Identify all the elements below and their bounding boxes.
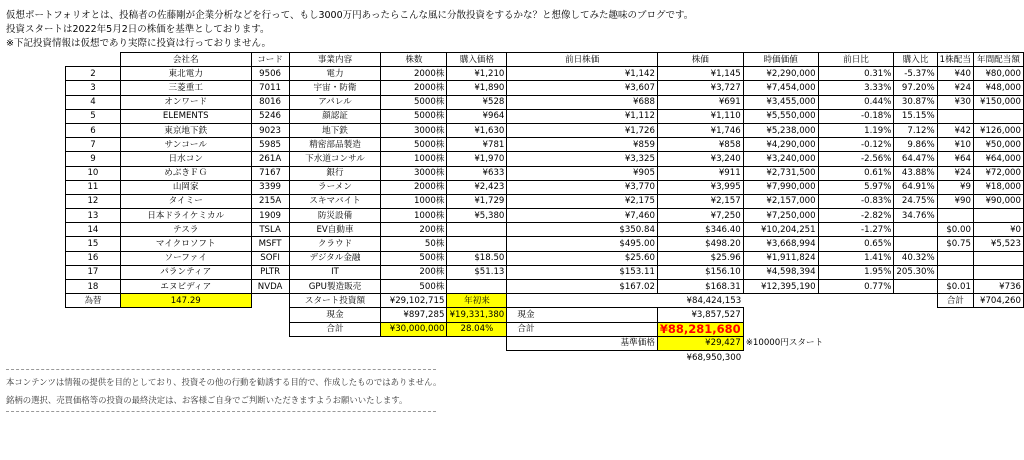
- company-name: 山岡家: [120, 180, 251, 194]
- stock-code: 5985: [251, 138, 289, 152]
- day-change: 0.31%: [818, 67, 894, 81]
- company-name: 東京地下鉄: [120, 123, 251, 137]
- start-label: スタート投資額: [289, 294, 381, 308]
- business: 下水道コンサル: [289, 152, 381, 166]
- market-value: ¥4,598,394: [743, 265, 818, 279]
- dividend: ¥40: [937, 67, 973, 81]
- prev-price: ¥3,607: [507, 81, 658, 95]
- day-change: 0.44%: [818, 95, 894, 109]
- company-name: テスラ: [120, 223, 251, 237]
- shares: 3000株: [381, 166, 447, 180]
- day-change: 1.19%: [818, 123, 894, 137]
- row-number: 5: [66, 109, 121, 123]
- stock-code: 215A: [251, 194, 289, 208]
- business: 電力: [289, 67, 381, 81]
- day-change: -1.27%: [818, 223, 894, 237]
- vs-buy: 24.75%: [894, 194, 937, 208]
- stock-code: 8016: [251, 95, 289, 109]
- prev-price: $25.60: [507, 251, 658, 265]
- table-row: [66, 280, 1024, 294]
- shares: 5000株: [381, 109, 447, 123]
- table-row: [66, 109, 1024, 123]
- day-change: -0.18%: [818, 109, 894, 123]
- prev-price: $167.02: [507, 280, 658, 294]
- buy-price: ¥2,423: [447, 180, 507, 194]
- dividend: $0.75: [937, 237, 973, 251]
- shares: 1000株: [381, 209, 447, 223]
- business: ラーメン: [289, 180, 381, 194]
- annual-dividend: ¥5,523: [973, 237, 1023, 251]
- day-change: 0.65%: [818, 237, 894, 251]
- prev-price: ¥2,175: [507, 194, 658, 208]
- row-number: 16: [66, 251, 121, 265]
- header-vs-buy: 購入比: [894, 53, 937, 67]
- market-value: ¥5,550,000: [743, 109, 818, 123]
- shares: 5000株: [381, 138, 447, 152]
- vs-buy: 7.12%: [894, 123, 937, 137]
- total-value: ¥30,000,000: [381, 322, 447, 336]
- price: ¥3,995: [657, 180, 743, 194]
- price: ¥1,145: [657, 67, 743, 81]
- stock-code: PLTR: [251, 265, 289, 279]
- business: スキマバイト: [289, 194, 381, 208]
- stock-code: 9023: [251, 123, 289, 137]
- table-row: [66, 180, 1024, 194]
- company-name: マイクロソフト: [120, 237, 251, 251]
- company-name: ELEMENTS: [120, 109, 251, 123]
- shares: 5000株: [381, 95, 447, 109]
- table-row: [66, 152, 1024, 166]
- buy-price: ¥528: [447, 95, 507, 109]
- shares: 50株: [381, 237, 447, 251]
- stock-code: MSFT: [251, 237, 289, 251]
- vs-buy: [894, 280, 937, 294]
- company-name: ソーファイ: [120, 251, 251, 265]
- dividend: $0.01: [937, 280, 973, 294]
- annual-dividend: ¥0: [973, 223, 1023, 237]
- header-blank: [66, 53, 121, 67]
- price: $498.20: [657, 237, 743, 251]
- row-number: 6: [66, 123, 121, 137]
- annual-dividend: [973, 109, 1023, 123]
- prev-total: ¥68,950,300: [686, 352, 742, 363]
- row-number: 17: [66, 265, 121, 279]
- day-change: 1.95%: [818, 265, 894, 279]
- price: ¥858: [657, 138, 743, 152]
- vs-buy: 43.88%: [894, 166, 937, 180]
- day-change: -2.82%: [818, 209, 894, 223]
- row-number: 14: [66, 223, 121, 237]
- table-row: [66, 81, 1024, 95]
- base-price-note: ※10000円スタート: [745, 338, 824, 349]
- buy-price: ¥1,729: [447, 194, 507, 208]
- intro-text: [6, 9, 693, 51]
- dividend: [937, 209, 973, 223]
- buy-price: ¥1,970: [447, 152, 507, 166]
- header-day-change: 前日比: [818, 53, 894, 67]
- dividend: [937, 251, 973, 265]
- stock-code: 7167: [251, 166, 289, 180]
- annual-dividend: ¥90,000: [973, 194, 1023, 208]
- business: デジタル金融: [289, 251, 381, 265]
- table-row: [66, 209, 1024, 223]
- row-number: 10: [66, 166, 121, 180]
- header-price: 株価: [657, 53, 743, 67]
- market-value: ¥12,395,190: [743, 280, 818, 294]
- prev-price: ¥859: [507, 138, 658, 152]
- buy-price: ¥1,890: [447, 81, 507, 95]
- cash-label: 現金: [289, 308, 381, 322]
- market-value: ¥3,240,000: [743, 152, 818, 166]
- vs-buy: -5.37%: [894, 67, 937, 81]
- stock-code: 9506: [251, 67, 289, 81]
- table-row: [66, 67, 1024, 81]
- shares: 200株: [381, 223, 447, 237]
- header-shares: 株数: [381, 53, 447, 67]
- shares: 2000株: [381, 67, 447, 81]
- table-row: [66, 251, 1024, 265]
- price: $346.40: [657, 223, 743, 237]
- fx-value: 147.29: [120, 294, 251, 308]
- day-change: -0.12%: [818, 138, 894, 152]
- business: EV自動車: [289, 223, 381, 237]
- ytd-percent: 28.04%: [447, 322, 507, 336]
- header-buy-price: 購入価格: [447, 53, 507, 67]
- prev-price: ¥3,325: [507, 152, 658, 166]
- price: ¥3,727: [657, 81, 743, 95]
- annual-dividend: ¥48,000: [973, 81, 1023, 95]
- price: ¥1,110: [657, 109, 743, 123]
- cash2-label: 現金: [507, 308, 658, 322]
- market-value: ¥7,454,000: [743, 81, 818, 95]
- prev-price: $350.84: [507, 223, 658, 237]
- business: アパレル: [289, 95, 381, 109]
- buy-price: ¥964: [447, 109, 507, 123]
- price: ¥1,746: [657, 123, 743, 137]
- header-code: コード: [251, 53, 289, 67]
- market-value: ¥2,157,000: [743, 194, 818, 208]
- company-name: パランティア: [120, 265, 251, 279]
- prev-price: $153.11: [507, 265, 658, 279]
- row-number: 7: [66, 138, 121, 152]
- annual-dividend: [973, 265, 1023, 279]
- total-label: 合計: [289, 322, 381, 336]
- business: 精密部品製造: [289, 138, 381, 152]
- fx-label: 為替: [66, 294, 121, 308]
- business: 宇宙・防衛: [289, 81, 381, 95]
- business: 地下鉄: [289, 123, 381, 137]
- business: 防災設備: [289, 209, 381, 223]
- ytd-amount: ¥19,331,380: [447, 308, 507, 322]
- market-value: ¥4,290,000: [743, 138, 818, 152]
- annual-dividend: ¥64,000: [973, 152, 1023, 166]
- row-number: 12: [66, 194, 121, 208]
- stock-code: 1909: [251, 209, 289, 223]
- annual-dividend: [973, 251, 1023, 265]
- prev-price: ¥688: [507, 95, 658, 109]
- market-value: ¥2,290,000: [743, 67, 818, 81]
- price: ¥911: [657, 166, 743, 180]
- row-number: 2: [66, 67, 121, 81]
- annual-dividend: [973, 209, 1023, 223]
- day-change: -2.56%: [818, 152, 894, 166]
- disclaimer-line-1: 本コンテンツは情報の提供を目的としており、投資その他の行動を勧誘する目的で、作成したものではありません。: [6, 377, 442, 387]
- shares: 1000株: [381, 152, 447, 166]
- dividend: ¥24: [937, 81, 973, 95]
- company-name: めぶきＦＧ: [120, 166, 251, 180]
- table-row: [66, 123, 1024, 137]
- header-prev-price: 前日株価: [507, 53, 658, 67]
- base-price-value: ¥29,427: [657, 336, 743, 350]
- vs-buy: 64.47%: [894, 152, 937, 166]
- vs-buy: 34.76%: [894, 209, 937, 223]
- day-change: 1.41%: [818, 251, 894, 265]
- market-value: ¥7,250,000: [743, 209, 818, 223]
- dividend-total-value: ¥704,260: [973, 294, 1023, 308]
- dividend: [937, 265, 973, 279]
- company-name: エヌビディア: [120, 280, 251, 294]
- stock-code: TSLA: [251, 223, 289, 237]
- buy-price: ¥1,210: [447, 67, 507, 81]
- business: GPU製造販売: [289, 280, 381, 294]
- vs-buy: [894, 223, 937, 237]
- divider-bottom: [6, 411, 436, 412]
- dividend: ¥64: [937, 152, 973, 166]
- row-number: 3: [66, 81, 121, 95]
- shares: 2000株: [381, 81, 447, 95]
- day-change: 5.97%: [818, 180, 894, 194]
- market-value: ¥10,204,251: [743, 223, 818, 237]
- company-name: オンワード: [120, 95, 251, 109]
- price: ¥3,240: [657, 152, 743, 166]
- company-name: タイミー: [120, 194, 251, 208]
- dividend: $0.00: [937, 223, 973, 237]
- dividend-total-label: 合計: [937, 294, 973, 308]
- price: $156.10: [657, 265, 743, 279]
- summary-row-2: [66, 308, 1024, 322]
- dividend: ¥30: [937, 95, 973, 109]
- table-row: [66, 237, 1024, 251]
- row-number: 4: [66, 95, 121, 109]
- vs-buy: 9.86%: [894, 138, 937, 152]
- dividend: ¥24: [937, 166, 973, 180]
- buy-price: [447, 223, 507, 237]
- table-row: [66, 166, 1024, 180]
- buy-price: [447, 280, 507, 294]
- company-name: 東北電力: [120, 67, 251, 81]
- base-price-label: 基準価格: [507, 336, 658, 350]
- start-value: ¥29,102,715: [381, 294, 447, 308]
- table-row: [66, 95, 1024, 109]
- market-value: ¥2,731,500: [743, 166, 818, 180]
- vs-buy: 30.87%: [894, 95, 937, 109]
- stock-code: 7011: [251, 81, 289, 95]
- prev-price: ¥3,770: [507, 180, 658, 194]
- summary-row-3: [66, 322, 1024, 336]
- header-value: 時価価値: [743, 53, 818, 67]
- annual-dividend: ¥736: [973, 280, 1023, 294]
- day-change: 3.33%: [818, 81, 894, 95]
- dividend: ¥9: [937, 180, 973, 194]
- disclaimer: [6, 369, 441, 412]
- vs-buy: [894, 237, 937, 251]
- prev-price: ¥1,112: [507, 109, 658, 123]
- company-name: サンコール: [120, 138, 251, 152]
- price: $25.96: [657, 251, 743, 265]
- table-row: [66, 265, 1024, 279]
- row-number: 18: [66, 280, 121, 294]
- summary-row-1: [66, 294, 1024, 308]
- price: $168.31: [657, 280, 743, 294]
- row-number: 11: [66, 180, 121, 194]
- stock-code: 5246: [251, 109, 289, 123]
- business: クラウド: [289, 237, 381, 251]
- cash2-value: ¥3,857,527: [657, 308, 743, 322]
- table-row: [66, 138, 1024, 152]
- stock-code: SOFI: [251, 251, 289, 265]
- company-name: 日本ドライケミカル: [120, 209, 251, 223]
- portfolio-table: [65, 52, 1024, 364]
- annual-dividend: ¥18,000: [973, 180, 1023, 194]
- summary-row-5: [66, 350, 1024, 364]
- intro-line-2: 投資スタートは2022年5月2日の株価を基準としております。: [6, 24, 270, 35]
- buy-price: ¥633: [447, 166, 507, 180]
- shares: 3000株: [381, 123, 447, 137]
- row-number: 9: [66, 152, 121, 166]
- table-row: [66, 223, 1024, 237]
- prev-price: ¥1,142: [507, 67, 658, 81]
- shares: 1000株: [381, 194, 447, 208]
- total2-value: ¥88,281,680: [657, 322, 743, 336]
- buy-price: ¥781: [447, 138, 507, 152]
- dividend: ¥42: [937, 123, 973, 137]
- shares: 2000株: [381, 180, 447, 194]
- divider-top: [6, 369, 436, 370]
- market-value: ¥3,668,994: [743, 237, 818, 251]
- annual-dividend: ¥126,000: [973, 123, 1023, 137]
- buy-price: $18.50: [447, 251, 507, 265]
- vs-buy: 97.20%: [894, 81, 937, 95]
- shares: 200株: [381, 265, 447, 279]
- header-business: 事業内容: [289, 53, 381, 67]
- row-number: 15: [66, 237, 121, 251]
- header-company: 会社名: [120, 53, 251, 67]
- shares: 500株: [381, 280, 447, 294]
- dividend: ¥90: [937, 194, 973, 208]
- price: ¥7,250: [657, 209, 743, 223]
- dividend: [937, 109, 973, 123]
- business: IT: [289, 265, 381, 279]
- stock-code: 3399: [251, 180, 289, 194]
- vs-buy: 205.30%: [894, 265, 937, 279]
- header-annual-dividend: 年間配当額: [973, 53, 1023, 67]
- row-number: 13: [66, 209, 121, 223]
- vs-buy: 64.91%: [894, 180, 937, 194]
- market-value: ¥1,911,824: [743, 251, 818, 265]
- buy-price: ¥5,380: [447, 209, 507, 223]
- dividend: ¥10: [937, 138, 973, 152]
- day-change: 0.77%: [818, 280, 894, 294]
- prev-price: $495.00: [507, 237, 658, 251]
- business: 銀行: [289, 166, 381, 180]
- day-change: 0.61%: [818, 166, 894, 180]
- company-name: 三菱重工: [120, 81, 251, 95]
- cash-value: ¥897,285: [381, 308, 447, 322]
- annual-dividend: ¥72,000: [973, 166, 1023, 180]
- stock-code: 261A: [251, 152, 289, 166]
- intro-line-1: 仮想ポートフォリオとは、投稿者の佐藤剛が企業分析などを行って、もし3000万円あったらこんな風に分散投資をするかな？と想像してみた趣味のブログです。: [6, 10, 694, 21]
- buy-price: $51.13: [447, 265, 507, 279]
- prev-price: ¥905: [507, 166, 658, 180]
- stock-total: ¥84,424,153: [686, 295, 742, 306]
- day-change: -0.83%: [818, 194, 894, 208]
- buy-price: ¥1,630: [447, 123, 507, 137]
- annual-dividend: ¥50,000: [973, 138, 1023, 152]
- prev-price: ¥7,460: [507, 209, 658, 223]
- ytd-label: 年初来: [447, 294, 507, 308]
- annual-dividend: ¥150,000: [973, 95, 1023, 109]
- company-name: 日水コン: [120, 152, 251, 166]
- market-value: ¥7,990,000: [743, 180, 818, 194]
- prev-price: ¥1,726: [507, 123, 658, 137]
- vs-buy: 15.15%: [894, 109, 937, 123]
- market-value: ¥5,238,000: [743, 123, 818, 137]
- stock-code: NVDA: [251, 280, 289, 294]
- vs-buy: 40.32%: [894, 251, 937, 265]
- table-row: [66, 194, 1024, 208]
- header-row: [66, 53, 1024, 67]
- annual-dividend: ¥80,000: [973, 67, 1023, 81]
- disclaimer-line-2: 銘柄の選択、売買価格等の投資の最終決定は、お客様ご自身でご判断いただきますようお願いいたします。: [6, 395, 408, 405]
- price: ¥2,157: [657, 194, 743, 208]
- price: ¥691: [657, 95, 743, 109]
- market-value: ¥3,455,000: [743, 95, 818, 109]
- header-dividend: 1株配当: [937, 53, 973, 67]
- business: 顔認証: [289, 109, 381, 123]
- intro-line-3: ※下記投資情報は仮想であり実際に投資は行っておりません。: [6, 38, 272, 49]
- buy-price: [447, 237, 507, 251]
- total2-label: 合計: [507, 322, 658, 336]
- shares: 500株: [381, 251, 447, 265]
- summary-row-4: [66, 336, 1024, 350]
